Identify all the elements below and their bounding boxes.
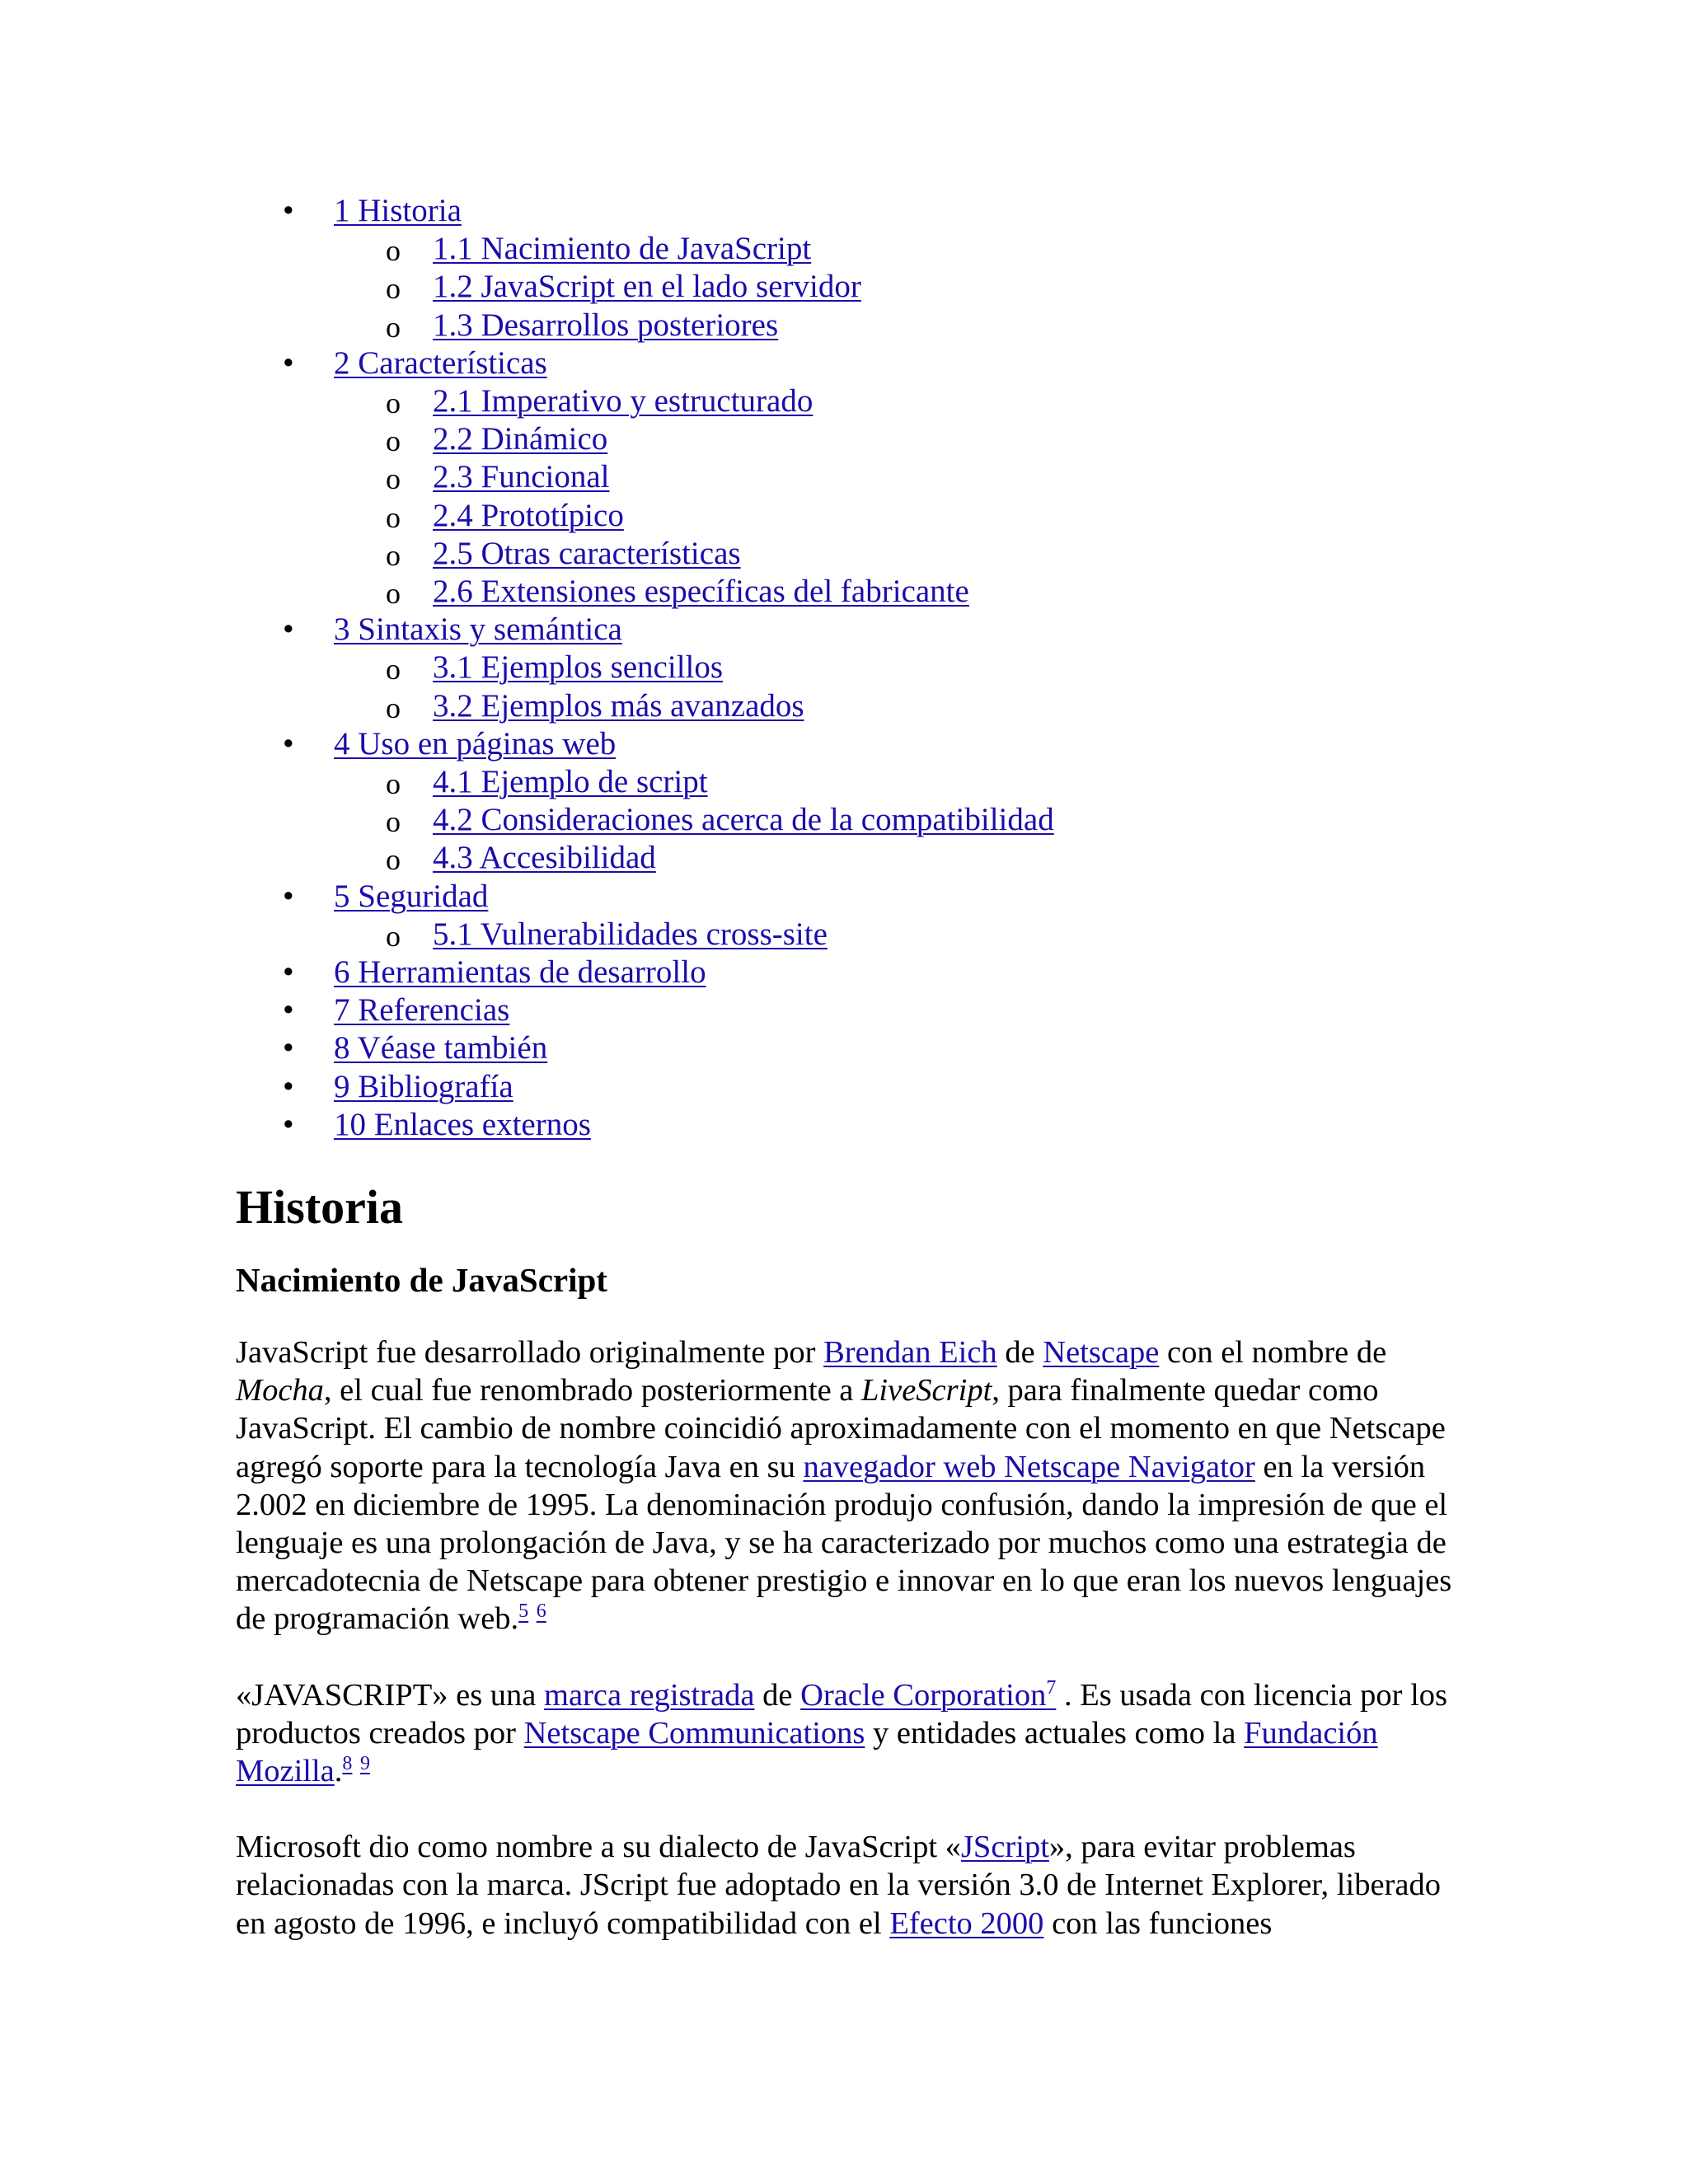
link-netscape[interactable]: Netscape [1043, 1335, 1160, 1370]
reference-7: 7 [1046, 1676, 1057, 1699]
link-netscape-navigator[interactable]: navegador web Netscape Navigator [803, 1449, 1255, 1484]
toc-link[interactable]: 1.3 Desarrollos posteriores [433, 307, 779, 343]
toc-link[interactable]: 4 Uso en páginas web [334, 725, 617, 762]
link-netscape-communications[interactable]: Netscape Communications [523, 1715, 865, 1750]
link-oracle-corporation[interactable]: Oracle Corporation$^7$ [800, 1676, 1057, 1713]
toc-link[interactable]: 3 Sintaxis y semántica [334, 612, 622, 648]
toc-subsection-item [0, 458, 1054, 496]
toc-subsection-item [0, 801, 1054, 839]
toc-section-item [0, 1029, 1054, 1067]
toc-link[interactable]: 1.2 JavaScript en el lado servidor [433, 269, 861, 305]
toc-subsection-item [0, 535, 1054, 573]
toc-link[interactable]: 9 Bibliografía [334, 1068, 513, 1104]
toc-link[interactable]: 3.2 Ejemplos más avanzados [433, 687, 804, 724]
link-fundacion-mozilla[interactable]: Fundación Mozilla [236, 1715, 1378, 1789]
paragraph-3: Microsoft dio como nombre a su dialecto de JavaScript «JScript», para evitar problemas relacionadas con la marca. JScript fue adoptado en la versión 3.0 de Internet Explorer, liberado en agosto de 1996, e incluyó compatibilidad con el Efecto 2000 con las funciones [236, 1830, 1441, 1941]
paragraph-1: JavaScript fue desarrollado originalmente por Brendan Eich de Netscape con el nombre de Mocha, el cual fue renombrado posteriormente a LiveScript, para finalmente quedar como JavaScript. El cambio de nombre coincidió aproximadamente con el momento en que Netscape agregó soporte para la tecnología Java en su navegador web Netscape Navigator en la versión 2.002 en diciembre de 1995. La denominación produjo confusión, dando la impresión de que el lenguaje es una prolongación de Java, y se ha caracterizado por muchos como una estrategia de mercadotecnia de Netscape para obtener prestigio e innovar en lo que eran los nuevos lenguajes de programación web.$^5$ $^6$ [236, 1335, 1452, 1637]
toc-link[interactable]: 1.1 Nacimiento de JavaScript [433, 231, 812, 267]
toc-subsection-item [0, 420, 1054, 458]
toc-section-item [0, 192, 1054, 230]
table-of-contents [0, 192, 1054, 1144]
toc-link[interactable]: 5 Seguridad [334, 878, 489, 914]
toc-link[interactable]: 4.1 Ejemplo de script [433, 764, 708, 800]
toc-subsection-item [0, 230, 1054, 268]
toc-section-item [0, 878, 1054, 916]
emphasis-mocha: Mocha [236, 1373, 324, 1408]
toc-section-item [0, 1068, 1054, 1106]
toc-subsection-item [0, 763, 1054, 801]
link-brendan-eich[interactable]: Brendan Eich [823, 1335, 997, 1370]
toc-subsection-item [0, 649, 1054, 687]
toc-section-item [0, 991, 1054, 1029]
toc-link[interactable]: 4.3 Accesibilidad [433, 840, 656, 876]
toc-section-item [0, 1106, 1054, 1144]
paragraph-2: «JAVASCRIPT» es una marca registrada de Oracle Corporation$^7$ . Es usada con licencia por los productos creados por Netscape Communications y entidades actuales como la Fundación Mozilla.$^8$ $^9$ [236, 1676, 1448, 1789]
toc-section-item [0, 611, 1054, 649]
toc-section-item [0, 725, 1054, 763]
toc-subsection-item [0, 268, 1054, 306]
toc-link[interactable]: 2.4 Prototípico [433, 497, 624, 533]
toc-link[interactable]: 2.3 Funcional [433, 459, 610, 495]
reference-8[interactable]: 8 [342, 1753, 353, 1775]
toc-subsection-item [0, 916, 1054, 954]
toc-subsection-item [0, 497, 1054, 535]
toc-link[interactable]: 2.5 Otras características [433, 535, 741, 571]
reference-9[interactable]: 9 [360, 1753, 370, 1775]
emphasis-livescript: LiveScript [861, 1373, 992, 1408]
toc-subsection-item [0, 687, 1054, 725]
toc-link[interactable]: 5.1 Vulnerabilidades cross-site [433, 916, 828, 952]
toc-link[interactable]: 2 Características [334, 344, 547, 381]
toc-subsection-item [0, 307, 1054, 344]
subsection-heading-nacimiento: Nacimiento de JavaScript [236, 1261, 607, 1299]
toc-link[interactable]: 2.1 Imperativo y estructurado [433, 383, 814, 419]
link-marca-registrada[interactable]: marca registrada [544, 1677, 755, 1713]
toc-section-item [0, 344, 1054, 382]
toc-link[interactable]: 7 Referencias [334, 992, 510, 1029]
reference-5[interactable]: 5 [518, 1601, 529, 1623]
toc-link[interactable]: 2.2 Dinámico [433, 421, 608, 457]
link-jscript[interactable]: JScript [960, 1830, 1049, 1865]
toc-subsection-item [0, 382, 1054, 420]
toc-link[interactable]: 3.1 Ejemplos sencillos [433, 649, 724, 686]
toc-subsection-item [0, 573, 1054, 611]
toc-link[interactable]: 2.6 Extensiones específicas del fabricante [433, 574, 969, 610]
section-heading-historia: Historia [236, 1180, 403, 1234]
link-efecto-2000[interactable]: Efecto 2000 [889, 1905, 1044, 1941]
reference-6[interactable]: 6 [536, 1601, 546, 1623]
toc-link[interactable]: 1 Historia [334, 193, 462, 228]
toc-link[interactable]: 4.2 Consideraciones acerca de la compatibilidad [433, 802, 1054, 838]
toc-link[interactable]: 10 Enlaces externos [334, 1106, 591, 1142]
toc-link[interactable]: 8 Véase también [334, 1030, 548, 1066]
toc-link[interactable]: 6 Herramientas de desarrollo [334, 954, 706, 991]
article-content [236, 1179, 1456, 1980]
toc-subsection-item [0, 839, 1054, 877]
toc-section-item [0, 954, 1054, 991]
